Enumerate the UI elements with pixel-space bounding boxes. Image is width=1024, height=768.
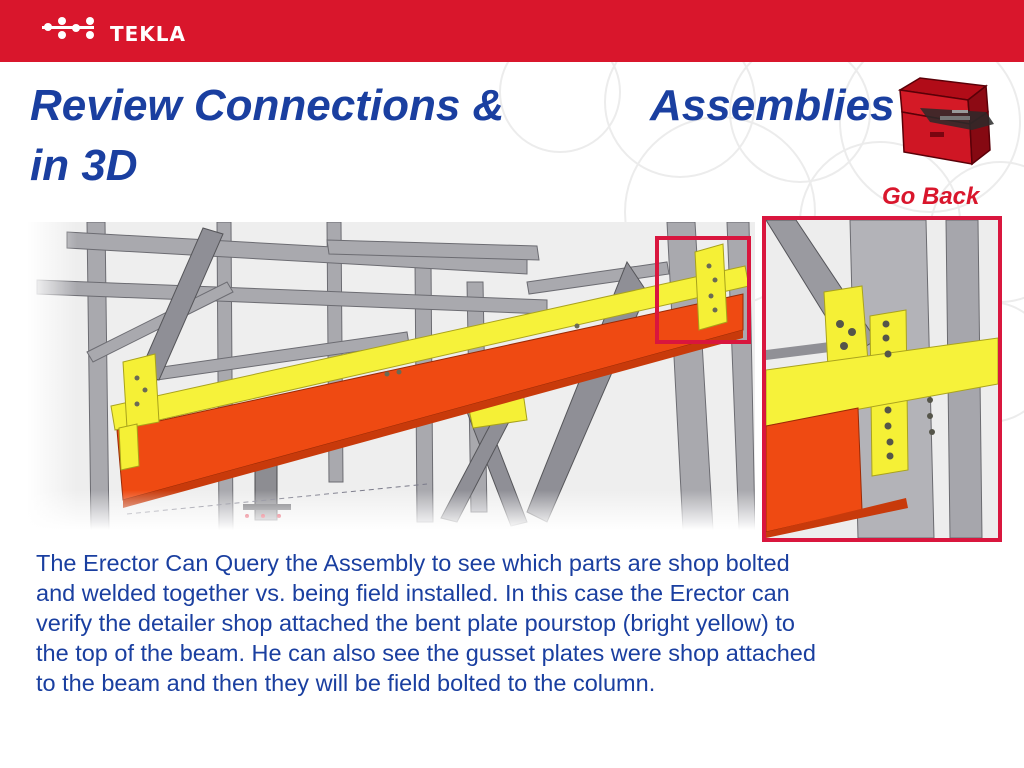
body-line: to the beam and then they will be field bolted to the column. xyxy=(36,670,656,696)
go-back-link[interactable]: Go Back xyxy=(882,183,980,210)
connection-detail-drawing xyxy=(766,220,998,538)
tekla-logo-icon xyxy=(40,15,104,45)
body-line: The Erector Can Query the Assembly to see which parts are shop bolted xyxy=(36,550,790,576)
header-bar xyxy=(0,0,1024,62)
body-line: verify the detailer shop attached the bent plate pourstop (bright yellow) to xyxy=(36,610,795,636)
title-part-2: Assemblies xyxy=(650,81,895,130)
red-toolbox-icon[interactable] xyxy=(890,72,1004,168)
description-paragraph xyxy=(36,548,996,698)
steel-model-3d-view xyxy=(27,222,755,530)
body-line: the top of the beam. He can also see the gusset plates were shop attached xyxy=(36,640,816,666)
body-line: and welded together vs. being field installed. In this case the Erector can xyxy=(36,580,790,606)
title-part-3: in 3D xyxy=(30,141,138,190)
title-part-1: Review Connections & xyxy=(30,81,505,130)
connection-detail-zoom xyxy=(762,216,1002,542)
brand-name: TEKLA xyxy=(110,22,187,46)
